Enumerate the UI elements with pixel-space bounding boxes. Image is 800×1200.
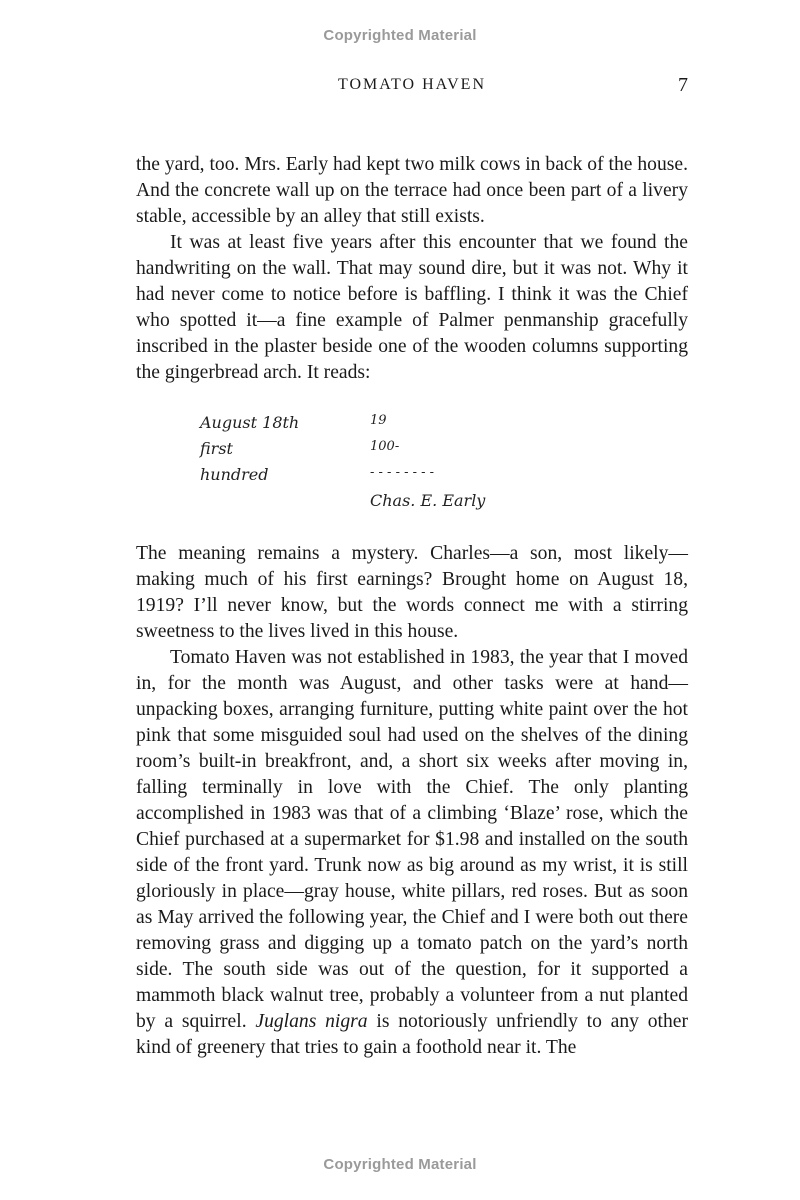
inscription-year: 19 — [370, 413, 387, 428]
inscription-hundred: hundred — [200, 465, 269, 484]
inscription-dashes: - - - - - - - - — [370, 465, 435, 480]
paragraph-1: the yard, too. Mrs. Early had kept two milk cows in back of the house. And the concrete wall up on the terrace had once been part of a livery stable, accessible by an alley that still exists. — [136, 154, 688, 227]
inscription-first: first — [200, 439, 233, 458]
inscription-line-1 — [200, 413, 600, 437]
running-head-title: TOMATO HAVEN — [337, 76, 486, 93]
inscription-line-4 — [200, 491, 600, 515]
inscription-amount: 100- — [370, 439, 400, 454]
handwritten-inscription — [200, 413, 600, 523]
copyright-watermark-bottom: Copyrighted Material — [323, 1156, 477, 1173]
paragraph-4-text-end: is notoriously unfriendly to any other kind of greenery that tries to gain a foothold near it. The — [136, 1011, 689, 1058]
inscription-date: August 18th — [200, 413, 300, 432]
page-number: 7 — [678, 74, 688, 96]
paragraph-4 — [136, 645, 688, 1061]
paragraph-2: It was at least five years after this encounter that we found the handwriting on the wall. That may sound dire, but it was not. Why it had never come to notice before is baffling. I think it was the Chief who spotted it—a fine example of Palmer penmanship gracefully inscribed in the plaster beside one of the wooden columns supporting the gingerbread arch. It reads: — [136, 232, 688, 383]
inscription-signature: Chas. E. Early — [370, 491, 486, 510]
paragraph-4-text-start: Tomato Haven was not established in 1983, the year that I moved in, for the month was August, and other tasks were at hand—unpacking boxes, arranging furniture, putting white paint over the hot pink that some misguided soul had used on the shelves of the dining room’s built-in breakfront, and, a short six weeks after moving in, falling terminally in love with the Chief. The only planting accomplished in 1983 was that of a climbing ‘Blaze’ rose, which the Chief purchased at a supermarket for $1.98 and installed on the south side of the front yard. Trunk now as big around as my wrist, it is still gloriously in place—gray house, white pillars, red roses. But as soon as May arrived the following year, the Chief and I were both out there removing grass and digging up a tomato patch on the yard’s north side. The south side was out of the question, for it supported a mammoth black walnut tree, probably a volunteer from a nut planted by a squirrel. — [136, 647, 688, 1032]
paragraph-4-italic-species: Juglans nigra — [255, 1011, 368, 1032]
inscription-line-2 — [200, 439, 600, 463]
copyright-watermark-top: Copyrighted Material — [323, 27, 477, 44]
running-head — [136, 74, 688, 98]
paragraph-3: The meaning remains a mystery. Charles—a son, most likely—making much of his first earnings? Brought home on August 18, 1919? I’ll never know, but the words connect me with a stirring sweetness to the lives lived in this house. — [136, 543, 688, 642]
inscription-line-3 — [200, 465, 600, 489]
